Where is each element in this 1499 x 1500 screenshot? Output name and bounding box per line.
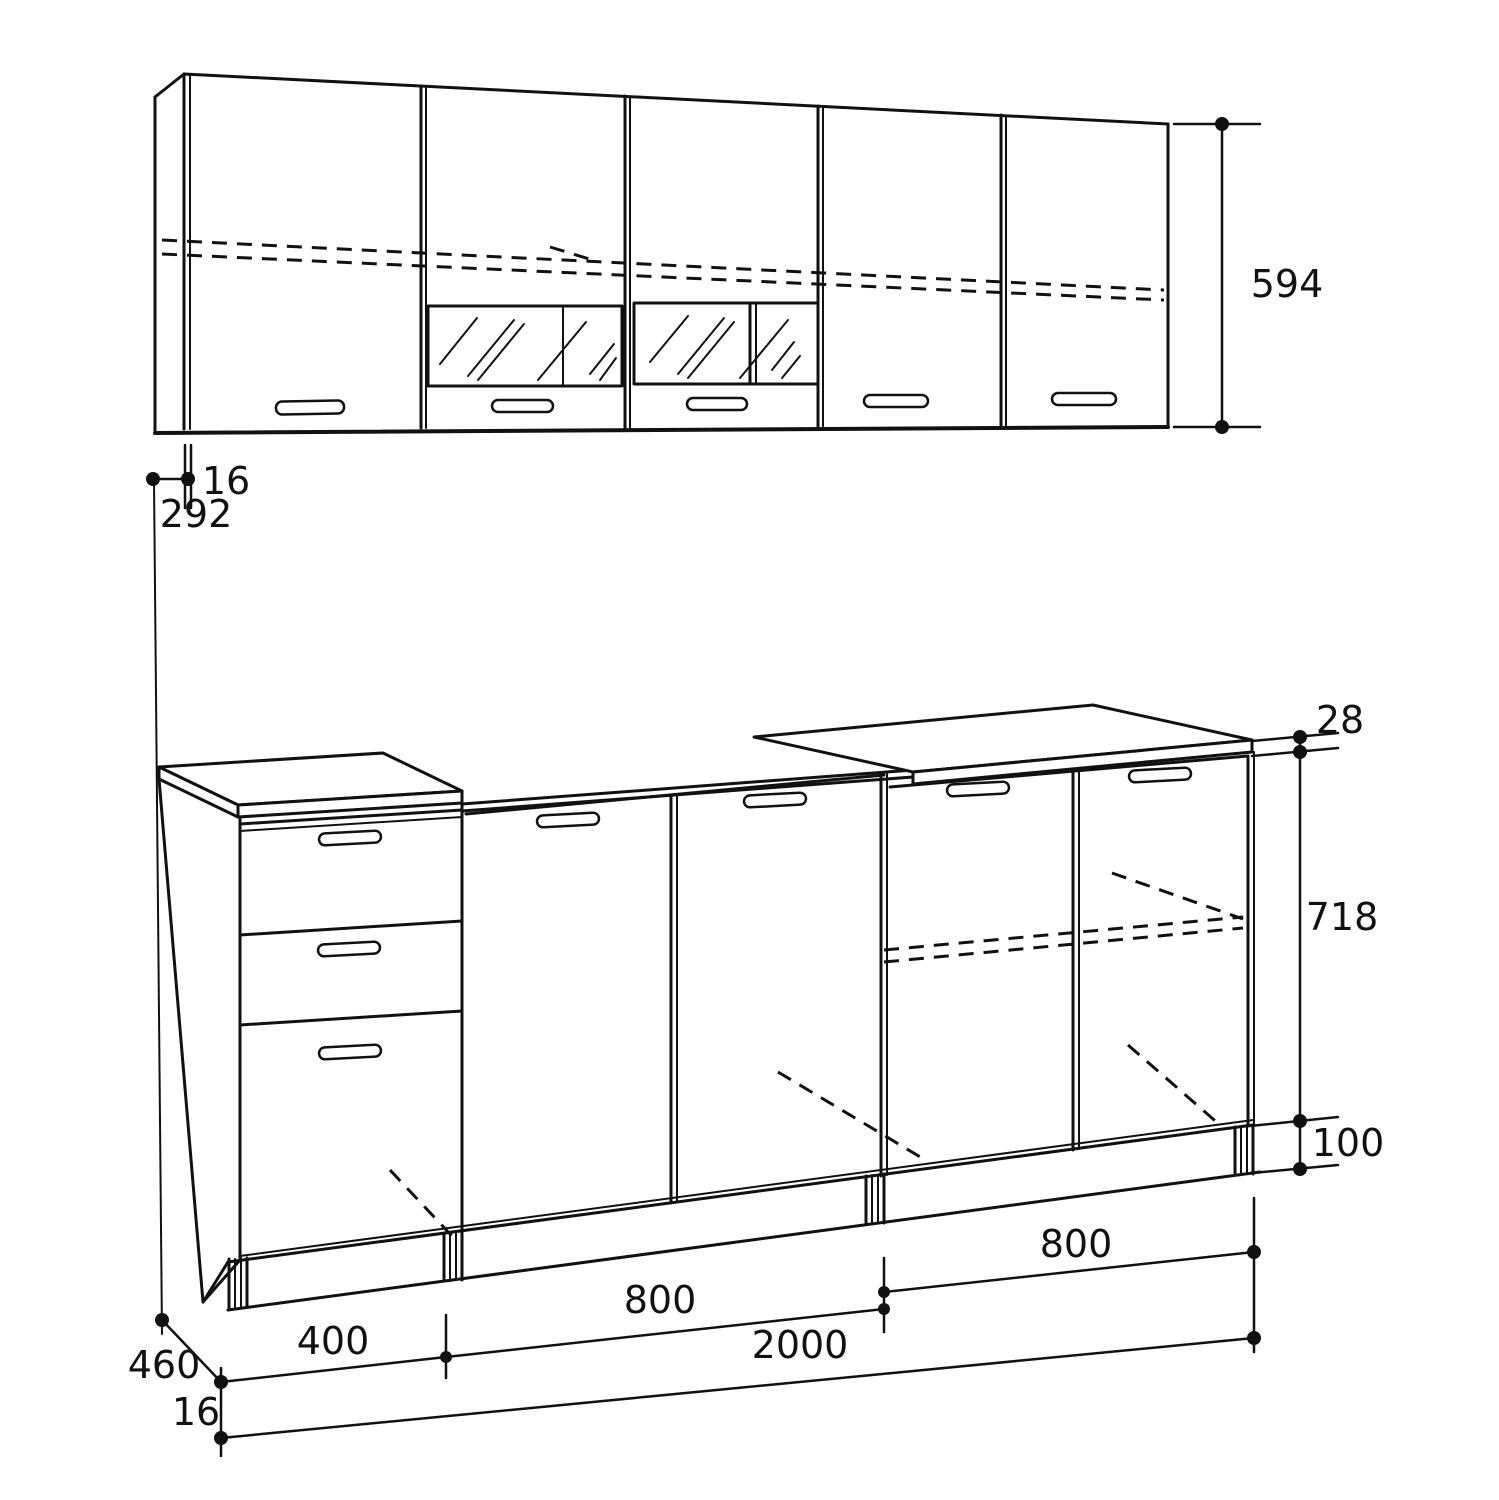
middle-base-unit bbox=[390, 774, 922, 1236]
glass-door-right bbox=[634, 303, 818, 384]
upper-cabinet-row bbox=[155, 74, 1168, 433]
drawer-handle-2 bbox=[318, 941, 381, 956]
drawer-handle-3 bbox=[319, 1044, 382, 1059]
dim-label-400: 400 bbox=[296, 1319, 370, 1363]
upper-handle-2 bbox=[492, 400, 553, 412]
door-swing-dashed-3 bbox=[1128, 1045, 1220, 1125]
right-base-unit bbox=[754, 705, 1254, 1150]
drawer-unit-side-panel bbox=[159, 779, 240, 1302]
drawer-divider-2 bbox=[240, 1011, 462, 1025]
door-swing-dashed-1 bbox=[390, 1170, 452, 1236]
upper-handle-5 bbox=[1052, 393, 1116, 405]
right-left-door-handle bbox=[947, 781, 1010, 796]
dim-label-594: 594 bbox=[1250, 262, 1324, 306]
upper-handle-4 bbox=[864, 395, 928, 407]
plinth-leg-3 bbox=[866, 1174, 884, 1224]
dim-label-800-right: 800 bbox=[1039, 1222, 1113, 1266]
dimension-800-right bbox=[878, 1198, 1261, 1352]
upper-handle-1 bbox=[276, 400, 344, 414]
upper-top-edge bbox=[184, 74, 1168, 124]
middle-left-door-handle bbox=[537, 812, 600, 827]
dim-label-16-top: 16 bbox=[201, 459, 251, 503]
dimension-100 bbox=[1252, 1121, 1384, 1176]
drawer-unit bbox=[159, 753, 462, 1302]
shelf-hidden-line-3 bbox=[1112, 873, 1243, 919]
glass-door-left bbox=[428, 306, 622, 386]
middle-unit-top-rail bbox=[462, 770, 913, 811]
drawer-divider-1 bbox=[240, 921, 462, 935]
dimension-718 bbox=[1250, 737, 1378, 1169]
plinth-leg-4 bbox=[1235, 1126, 1253, 1175]
dim-label-2000: 2000 bbox=[751, 1323, 849, 1367]
plinth bbox=[228, 1120, 1260, 1310]
drawer-handle-1 bbox=[319, 830, 382, 845]
upper-door-handles bbox=[276, 393, 1116, 415]
upper-bottom-edge bbox=[155, 427, 1168, 433]
middle-doors-top-edge bbox=[466, 775, 884, 814]
dimension-594 bbox=[1174, 117, 1323, 434]
upper-handle-3 bbox=[687, 398, 747, 410]
dim-label-100: 100 bbox=[1311, 1121, 1385, 1165]
dimension-400 bbox=[221, 1315, 452, 1382]
plinth-leg-2 bbox=[444, 1231, 462, 1281]
dimension-292 bbox=[160, 492, 233, 536]
dim-label-28: 28 bbox=[1315, 698, 1365, 742]
door-swing-dashed-2 bbox=[778, 1072, 922, 1158]
dim-label-292: 292 bbox=[159, 492, 233, 536]
dim-label-16-bottom: 16 bbox=[171, 1390, 221, 1434]
dimension-460 bbox=[128, 1313, 221, 1387]
dim-label-460: 460 bbox=[127, 1343, 201, 1387]
dimension-2000 bbox=[221, 1323, 1261, 1438]
dim-label-800-middle: 800 bbox=[623, 1278, 697, 1322]
base-cabinet-row bbox=[159, 705, 1260, 1310]
dim-label-718: 718 bbox=[1305, 895, 1379, 939]
middle-right-door-handle bbox=[744, 792, 807, 807]
right-right-door-handle bbox=[1129, 767, 1192, 782]
dimension-28 bbox=[1252, 698, 1364, 759]
left-extension-line bbox=[154, 481, 162, 1334]
upper-shelf-hidden-lines bbox=[162, 240, 1164, 300]
